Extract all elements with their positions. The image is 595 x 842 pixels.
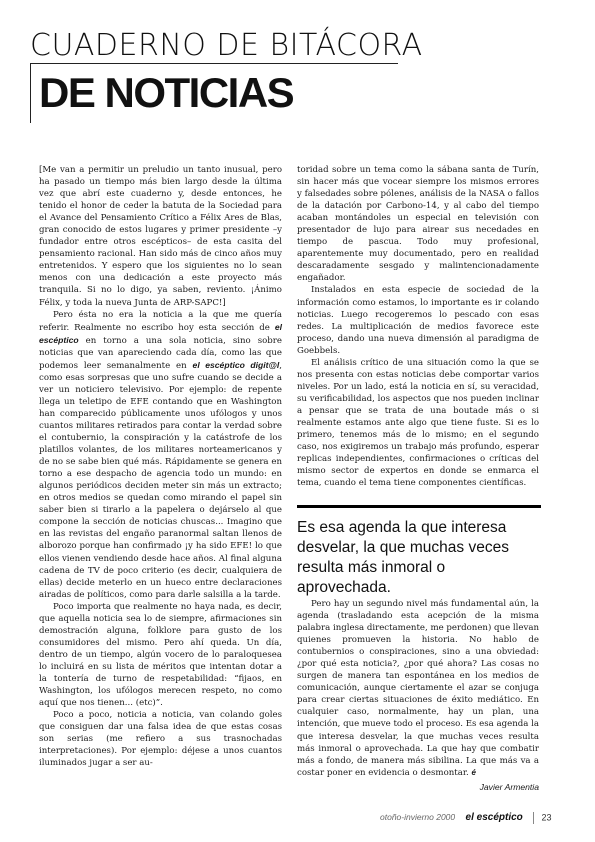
footer-separator [533,812,534,824]
article-column-right-lower [297,598,539,793]
header-rule [30,63,398,64]
paragraph-4: Poco a poco, noticia a noticia, van colando goles que consiguen dar una falsa idea de que estas cosas son serias (me refiero a sus trasnochadas interpretaciones). Por ejemplo: déjese a unos cuantos iluminados jugar a ser au- [39,710,282,769]
paragraph-preamble: [Me van a permitir un preludio un tanto inusual, pero ha pasado un tiempo más bien largo desde la última vez que abrí este cuaderno y, desde entonces, he tenido el honor de ceder la batuta de la Sociedad para el Avance del Pensamiento Crítico a Félix Ares de Blas, gran conocido de estos lugares y primer presidente –y fundador entre otros escépticos– de esta casita del pensamiento racional. Han sido más de cinco años muy entretenidos. Y espero que los siguientes no lo sean menos con una dedicación a este proyecto más tranquila. Si no lo digo, ya saben, reviento. ¡Ánimo Félix, y toda la nueva Junta de ARP-SAPC!] [39,165,282,308]
pullquote-text: Es esa agenda la que interesa desvelar, la que muchas veces resulta más inmoral o aprovechada. [297,519,509,596]
end-mark: é [471,767,476,777]
brand-digital-inline: el escéptico digit@l [192,359,280,370]
page-footer [380,812,552,824]
article-column-right [297,164,539,489]
paragraph-continuation: toridad sobre un tema como la sábana santa de Turín, sin hacer más que vocear siempre los mismos errores y falsedades sobre pólenes, análisis de la NASA o fallos de la datación por Carbono-14, y al cabo del tiempo acaban montándoles un especial en televisión con presentador de lujo para airear sus necedades en tiempo de pascua. Todo muy profesional, aparentemente muy documentado, pero en realidad descaradamente sesgado y malintencionadamente engañador. [297,165,539,284]
paragraph-7: Pero hay un segundo nivel más fundamental aún, la agenda (trasladando esta acepción de la misma palabra inglesa directamente, me perdonen) que llevan quienes promueven la historia. No hablo de contubernios o conspiraciones, sino a una obviedad: ¿por qué esta noticia?, ¿por qué ahora? Las cosas no surgen de manera tan espontánea en los medios de comunicación, aunque ciertamente el azar se conjuga para crear ciertas situaciones de éxito mediático. En cualquier caso, normalmente, hay un plan, una intención, que mueve todo el proceso. Es esa agenda la que interesa desvelar, la que muchas veces resulta más inmoral o aprovechada. La que hay que combatir más a fondo, de manera más sibilina. La que más va a costar poner en evidencia o desmontar. é [297,599,539,778]
article-column-left [39,164,282,769]
pullquote [297,505,541,598]
footer-brand: el escéptico [465,812,523,824]
paragraph-3: Poco importa que realmente no haya nada, es decir, que aquella noticia sea lo de siempre, afirmaciones sin demostración alguna, folklore para gusto de los consumidores del mismo. Pero ahí queda. Un día, dentro de un tiempo, algún vocero de lo paraloquesea lo incluirá en su lista de méritos que intentan dotar a la tontería de turno de respetabilidad: “fijaos, en Washington, los ufólogos merecen respeto, no como aquí que nos tienen... (etc)”. [39,601,282,709]
author-byline: Javier Armentia [479,781,539,792]
paragraph-2: Pero ésta no era la noticia a la que me quería referir. Realmente no escribo hoy esta sección de el escéptico en torno a una sola noticia, sino sobre noticias que van apareciendo cada día, como las que podemos leer semanalmente en el escéptico digit@l, como esas sorpresas que uno sufre cuando se decide a ver un noticiero televisivo. Por ejemplo: de repente llega un teletipo de EFE contando que en Washington han comparecido públicamente unos ufólogos y unos cuantos militares retirados para contar la verdad sobre el contubernio, la conspiración y la catástrofe de los platillos volantes, de los militares norteamericanos y de no se sabe bien qué más. Rápidamente se genera en torno a ese despacho de agencia todo un mundo: en algunos periódicos deciden meter sin más un extracto; en otros medios se quedan como mirando el papel sin saber bien si tirarlo a la papelera o dejárselo al que compone la sección de noticias chuscas... Imagino que en las revistas del engaño paranormal saltan llenos de alborozo porque han confirmado ¡y ha sido EFE! lo que ellos vienen vendiendo desde hace años. Al final alguna cadena de TV de poco criterio (es decir, cualquiera de ellas) decide meterlo en un hueco entre declaraciones airadas de políticos, como para darle salsilla a la tarde. [39,309,283,600]
paragraph-5: Instalados en esta especie de sociedad de la información como estamos, lo importante es ir colando noticias. Luego recogeremos lo pescado con esas redes. La multiplicación de medios favorece este proceso, dando una nueva dimensión al paradigma de Goebbels. [297,285,539,356]
paragraph-6: El análisis crítico de una situación como la que se nos presenta con estas noticias debe comportar varios niveles. Por un lado, está la noticia en sí, su veracidad, su verificabilidad, los aspectos que nos pueden inclinar a pensar que se trata de una boutade más o si realmente estamos ante algo que tiene fuste. Si es lo primero, tenemos más de lo mismo; en el segundo caso, nos exigiremos un trabajo más profundo, esperar replicas independientes, confirmaciones o críticas del mismo sector de expertos en donde se enmarca el tema, cuando el tema tiene componentes científicas. [297,357,539,489]
footer-season: otoño-invierno 2000 [380,812,456,823]
header-vertical-rule [30,63,31,123]
pullquote-rule [297,505,541,508]
section-kicker: CUADERNO DE BITÁCORA [30,28,423,63]
brand-name-inline: el escéptico [39,321,282,345]
page-number: 23 [541,812,552,823]
section-title: DE NOTICIAS [39,69,294,116]
